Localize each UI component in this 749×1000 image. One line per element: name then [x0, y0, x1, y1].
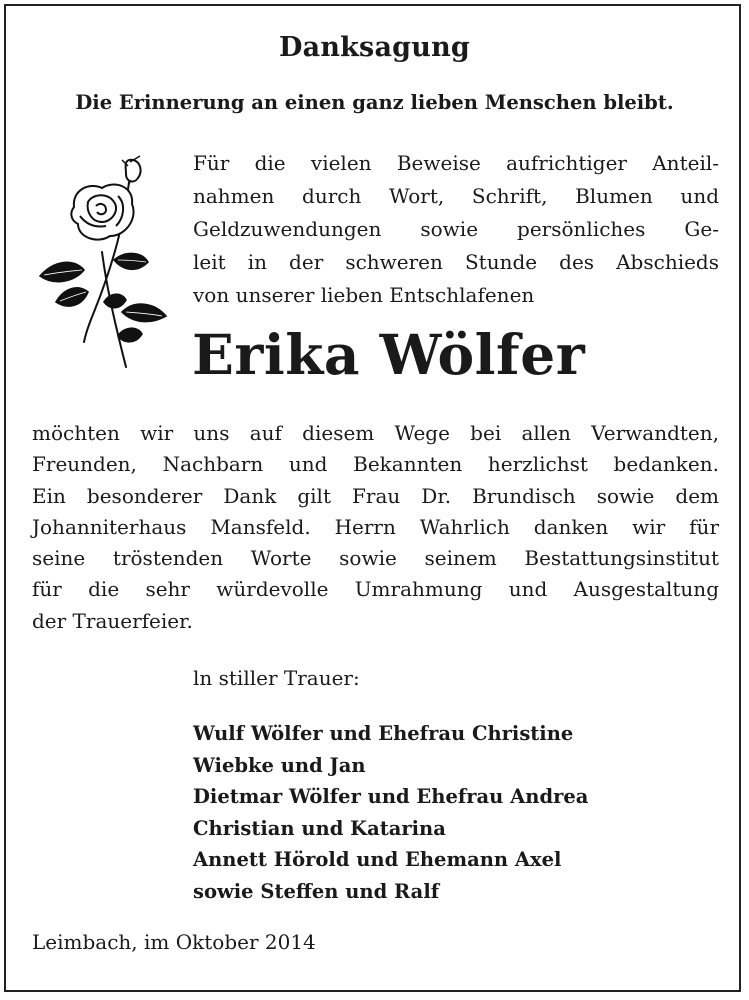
- rose-icon: [34, 152, 174, 372]
- thanks-line: Ein besonderer Dank gilt Frau Dr. Brundisch sowie dem: [32, 483, 719, 508]
- family-member: sowie Steffen und Ralf: [193, 879, 440, 903]
- notice-heading: Danksagung: [279, 32, 470, 63]
- thanks-line: Johanniterhaus Mansfeld. Herrn Wahrlich danken wir für: [32, 514, 719, 539]
- place-date: Leimbach, im Oktober 2014: [32, 930, 316, 954]
- family-member: Wulf Wölfer und Ehefrau Christine: [193, 722, 574, 745]
- intro-line: leit in der schweren Stunde des Abschieds: [193, 250, 719, 274]
- deceased-name: Erika Wölfer: [192, 322, 586, 387]
- family-member: Annett Hörold und Ehemann Axel: [193, 848, 562, 871]
- family-member: Wiebke und Jan: [193, 753, 366, 777]
- thanks-line: für die sehr würdevolle Umrahmung und Ausgestaltung: [32, 577, 719, 602]
- thanks-line: seine tröstenden Worte sowie seinem Bestattungsinstitut: [32, 546, 719, 571]
- intro-line: Für die vielen Beweise aufrichtiger Anteil-: [193, 151, 719, 175]
- mourning-label: ln stiller Trauer:: [193, 666, 360, 690]
- intro-line: Geldzuwendungen sowie persönliches Ge-: [193, 217, 719, 241]
- notice-subheading: Die Erinnerung an einen ganz lieben Menschen bleibt.: [75, 91, 674, 114]
- thanks-line: möchten wir uns auf diesem Wege bei allen Verwandten,: [32, 421, 719, 445]
- intro-text: [193, 147, 719, 312]
- family-list: [193, 718, 588, 907]
- thanks-text: [32, 418, 719, 637]
- family-member: Dietmar Wölfer und Ehefrau Andrea: [193, 785, 589, 808]
- intro-line: von unserer lieben Entschlafenen: [193, 283, 535, 307]
- thanks-line: der Trauerfeier.: [32, 608, 193, 633]
- family-member: Christian und Katarina: [193, 816, 446, 840]
- intro-line: nahmen durch Wort, Schrift, Blumen und: [193, 184, 719, 208]
- thanks-line: Freunden, Nachbarn und Bekannten herzlichst bedanken.: [32, 452, 719, 477]
